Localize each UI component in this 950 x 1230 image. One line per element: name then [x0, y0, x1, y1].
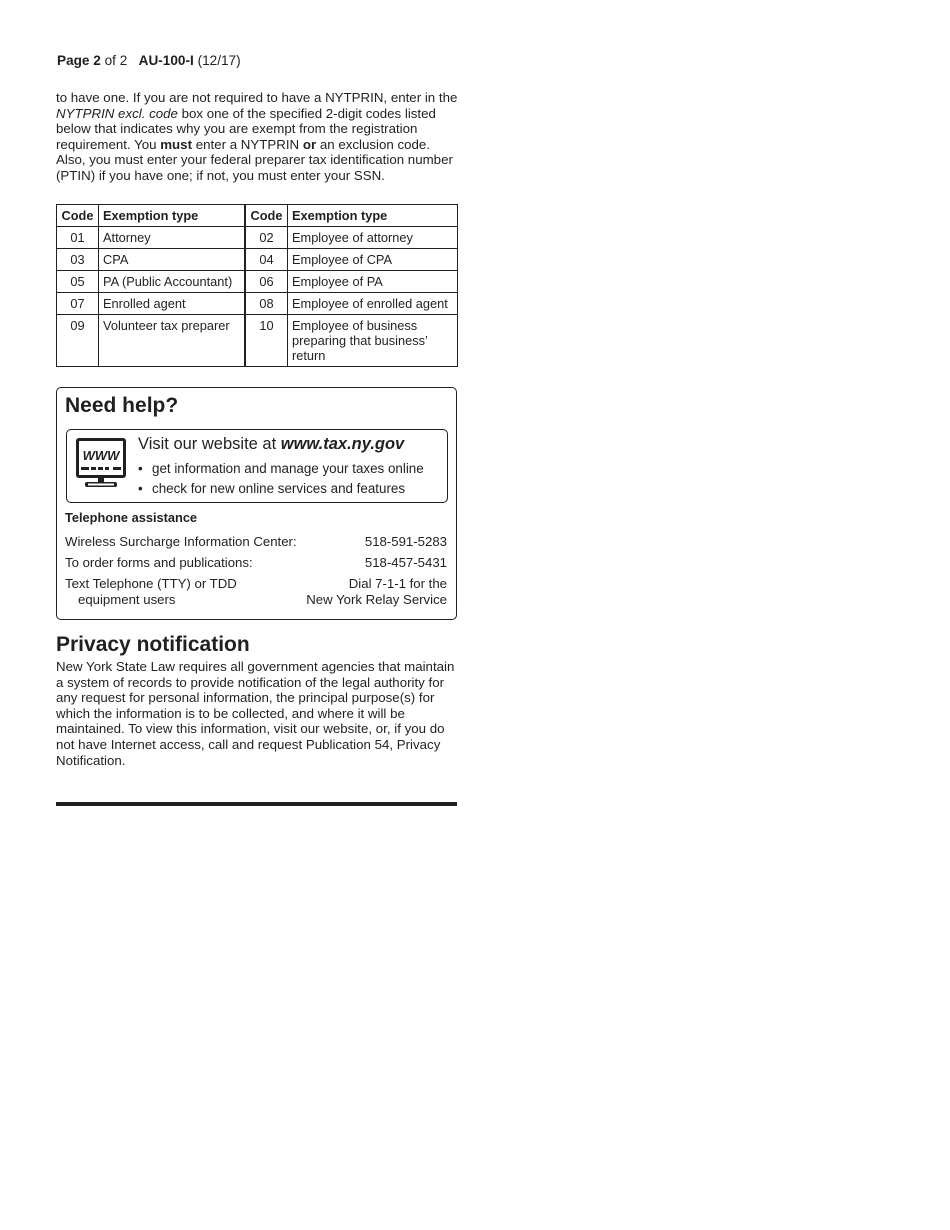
website-bullets [138, 459, 424, 499]
telephone-label: Wireless Surcharge Information Center: [65, 534, 297, 549]
exemption-type-cell: Employee of attorney [288, 227, 458, 249]
exemption-type-cell: Volunteer tax preparer [99, 315, 246, 367]
exemption-type-cell: CPA [99, 249, 246, 271]
telephone-label: To order forms and publications: [65, 555, 253, 570]
exemption-type-cell: PA (Public Accountant) [99, 271, 246, 293]
code-cell: 08 [245, 293, 288, 315]
code-cell: 09 [57, 315, 99, 367]
code-cell: 06 [245, 271, 288, 293]
website-lead [138, 435, 404, 454]
need-help-title: Need help? [65, 394, 179, 417]
intro-text-4: an exclusion code. Also, you must enter your federal preparer tax identification number (PTIN) if you have one; if not, you must enter your SSN. [56, 136, 453, 183]
telephone-number: 518-457-5431 [364, 555, 447, 570]
code-cell: 07 [57, 293, 99, 315]
exemption-type-cell: Attorney [99, 227, 246, 249]
table-row [57, 293, 458, 315]
code-cell: 10 [245, 315, 288, 367]
website-url[interactable]: www.tax.ny.gov [280, 435, 405, 453]
website-lead-text: Visit our website at [138, 435, 281, 453]
exemption-type-cell: Employee of business preparing that business’ return [288, 315, 458, 367]
exemption-type-cell: Employee of PA [288, 271, 458, 293]
form-date: (12/17) [197, 53, 241, 68]
table-row [57, 271, 458, 293]
privacy-text: New York State Law requires all government agencies that maintain a system of records to provide notification of the legal authority for any request for personal information, the principal purpose(s) for which the information is to be collected, and where it will be maintained. To view this information, visit our website, or, if you do not have Internet access, call and request Publication 54, Privacy Notification. [56, 659, 455, 768]
www-monitor-icon [75, 437, 127, 489]
telephone-number-line: New York Relay Service [306, 591, 447, 607]
telephone-assistance-title: Telephone assistance [65, 510, 198, 525]
exemption-code-table [56, 204, 458, 367]
page-header [57, 53, 241, 68]
form-id: AU-100-I [138, 53, 194, 68]
page-number: Page 2 [57, 53, 101, 68]
code-cell: 01 [57, 227, 99, 249]
column-header: Exemption type [288, 205, 458, 227]
column-header: Code [245, 205, 288, 227]
website-box [66, 429, 448, 503]
telephone-label-line: Text Telephone (TTY) or TDD [65, 576, 237, 591]
exemption-type-cell: Employee of enrolled agent [288, 293, 458, 315]
intro-bold-must: must [160, 136, 193, 152]
privacy-title: Privacy notification [56, 633, 250, 656]
code-cell: 04 [245, 249, 288, 271]
intro-paragraph [56, 90, 458, 184]
code-cell: 05 [57, 271, 99, 293]
column-header: Code [57, 205, 99, 227]
telephone-number: 518-591-5283 [364, 534, 447, 549]
table-header-row [57, 205, 458, 227]
telephone-label-line: equipment users [78, 591, 176, 607]
code-cell: 03 [57, 249, 99, 271]
table-row [57, 249, 458, 271]
table-row [57, 227, 458, 249]
bottom-divider [56, 802, 457, 806]
www-icon-text: WWW [82, 448, 120, 463]
table-row [57, 315, 458, 367]
code-cell: 02 [245, 227, 288, 249]
intro-italic-code: NYTPRIN excl. code [56, 105, 178, 121]
intro-text-2: box one of the specified 2-digit codes listed below that indicates why you are exempt from the registration requirement. You [56, 105, 436, 152]
exemption-type-cell: Employee of CPA [288, 249, 458, 271]
intro-text-3: enter a NYTPRIN [192, 136, 303, 152]
list-item: • check for new online services and features [138, 479, 424, 499]
intro-bold-or: or [302, 136, 317, 152]
need-help-box [56, 387, 457, 620]
telephone-number [306, 576, 447, 607]
telephone-label [65, 576, 237, 607]
intro-text-1: to have one. If you are not required to have a NYTPRIN, enter in the [56, 90, 458, 105]
exemption-type-cell: Enrolled agent [99, 293, 246, 315]
column-header: Exemption type [99, 205, 246, 227]
telephone-number-line: Dial 7-1-1 for the [348, 576, 447, 591]
page-total: of 2 [104, 53, 128, 68]
list-item: • get information and manage your taxes online [138, 459, 424, 479]
